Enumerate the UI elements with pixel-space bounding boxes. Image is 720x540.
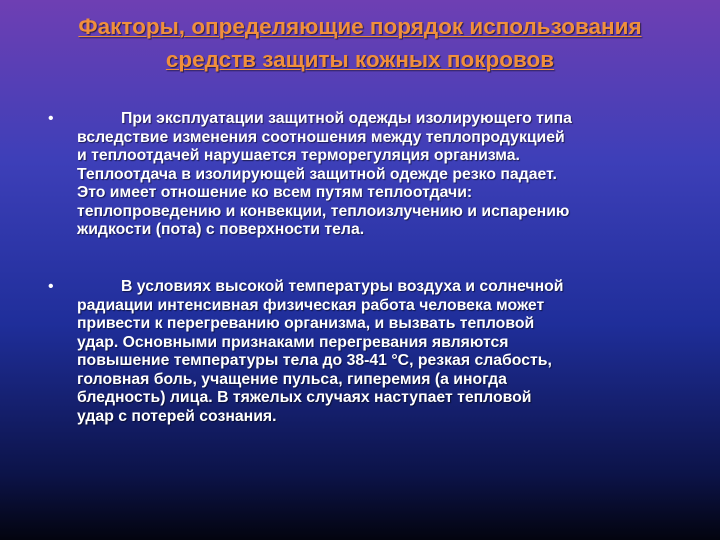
bullet-text: При эксплуатации защитной одежды изолирующего типа вследствие изменения соотношения между теплопродукцией и теплоотдачей нарушается терморегуляция организма. Теплоотдача в изолирующей защитной одежде резко падает. Это имеет отношение ко всем путям теплоотдачи: теплопроведению и конвекции, теплоизлучению и испарению жидкости (пота) с поверхности тела. bbox=[77, 110, 572, 238]
slide-title bbox=[6, 10, 714, 76]
bullet-marker: • bbox=[48, 278, 54, 295]
slide-title-line-1: Факторы, определяющие порядок использования bbox=[78, 14, 642, 39]
bullet-marker: • bbox=[48, 110, 54, 127]
bullet-text: В условиях высокой температуры воздуха и солнечной радиации интенсивная физическая работа человека может привести к перегреванию организма, и вызвать тепловой удар. Основными признаками перегревания являются повышение температуры тела до 38-41 °C, резкая слабость, головная боль, учащение пульса, гиперемия (а иногда бледность) лица. В тяжелых случаях наступает тепловой удар с потерей сознания. bbox=[77, 278, 564, 425]
slide-title-line-2: средств защиты кожных покровов bbox=[165, 47, 555, 72]
